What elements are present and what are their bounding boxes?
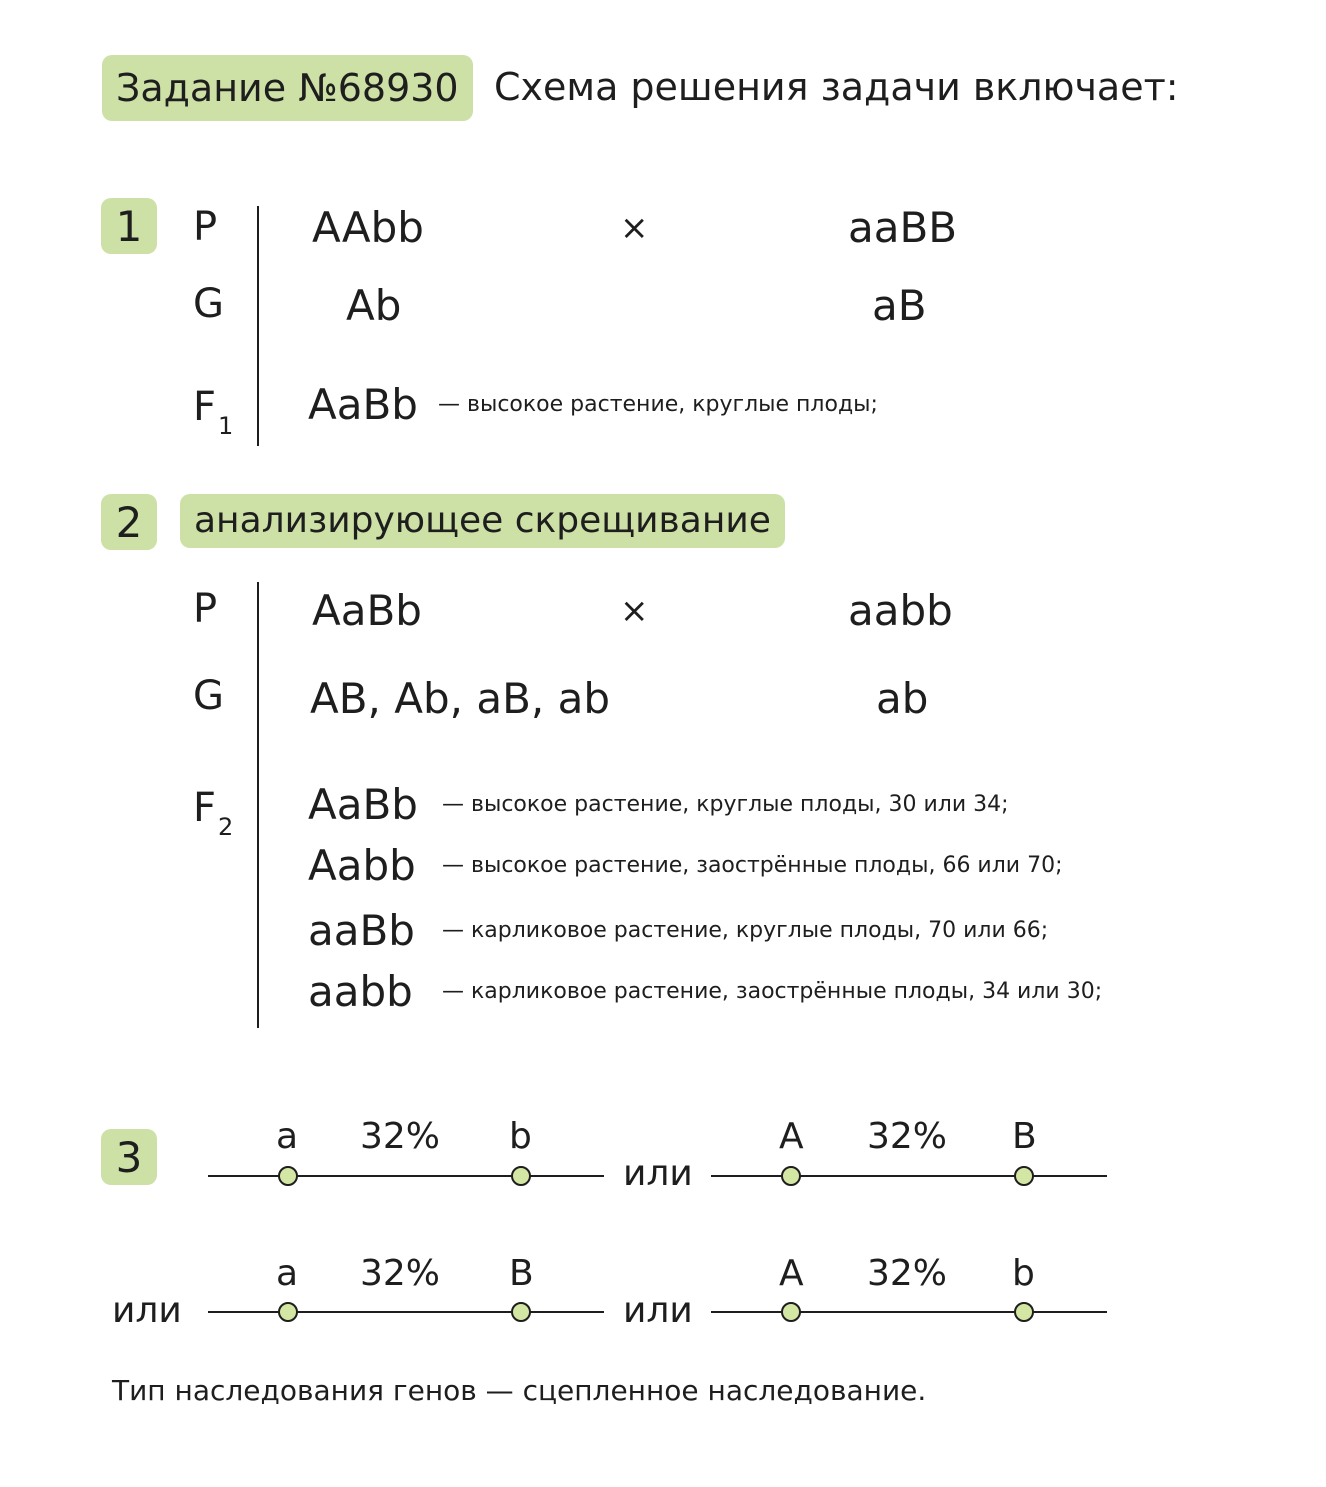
step-1-badge bbox=[101, 198, 157, 254]
chromosome-3-distance: 32% bbox=[360, 1253, 441, 1294]
chromosome-4-distance: 32% bbox=[867, 1253, 948, 1294]
s1-f1-description: — высокое растение, круглые плоды; bbox=[438, 392, 878, 417]
locus-dot bbox=[782, 1303, 800, 1321]
s2-g-label: G bbox=[193, 673, 224, 719]
section-2-title: анализирующее скрещивание bbox=[194, 500, 771, 541]
s2-gametes-2: ab bbox=[876, 674, 929, 723]
chromosome-2-right-allele: B bbox=[1012, 1116, 1037, 1157]
step-2-badge bbox=[101, 494, 157, 550]
chromosome-4-right-allele: b bbox=[1012, 1253, 1035, 1294]
offspring-genotype: aabb bbox=[308, 967, 413, 1016]
s2-gametes-1: AB, Ab, aB, ab bbox=[310, 674, 610, 723]
offspring-description: — карликовое растение, круглые плоды, 70 или 66; bbox=[442, 918, 1049, 943]
locus-dot bbox=[1015, 1303, 1033, 1321]
chromosome-1-line bbox=[208, 1164, 608, 1188]
chromosome-2-distance: 32% bbox=[867, 1116, 948, 1157]
chromosome-2-left-allele: A bbox=[779, 1116, 804, 1157]
chromosome-4-left-allele: A bbox=[779, 1253, 804, 1294]
task-number-badge bbox=[102, 55, 473, 121]
section-2-divider bbox=[257, 582, 259, 1028]
offspring-genotype: AaBb bbox=[308, 780, 418, 829]
s1-g-label: G bbox=[193, 281, 224, 327]
or-label: или bbox=[623, 1290, 693, 1331]
s2-parent-1: AaBb bbox=[312, 586, 422, 635]
s1-f1-label: $F_1$ bbox=[193, 384, 234, 440]
chromosome-1-right-allele: b bbox=[509, 1116, 532, 1157]
step-3-number: 3 bbox=[115, 1132, 143, 1182]
chromosome-3-right-allele: B bbox=[509, 1253, 534, 1294]
inheritance-type-conclusion: Тип наследования генов — сцепленное наследование. bbox=[112, 1374, 927, 1407]
chromosome-4-line bbox=[711, 1300, 1111, 1324]
offspring-genotype: Aabb bbox=[308, 841, 416, 890]
locus-dot bbox=[512, 1167, 530, 1185]
chromosome-3-line bbox=[208, 1300, 608, 1324]
chromosome-3-left-allele: a bbox=[276, 1253, 299, 1294]
section-1-divider bbox=[257, 206, 259, 446]
locus-dot bbox=[279, 1303, 297, 1321]
offspring-genotype: aaBb bbox=[308, 906, 415, 955]
step-2-number: 2 bbox=[115, 497, 143, 547]
chromosome-1-left-allele: a bbox=[276, 1116, 299, 1157]
locus-dot bbox=[1015, 1167, 1033, 1185]
or-label: или bbox=[112, 1290, 182, 1331]
s1-gamete-1: Ab bbox=[346, 281, 402, 330]
locus-dot bbox=[279, 1167, 297, 1185]
section-2-title-badge bbox=[180, 494, 785, 548]
locus-dot bbox=[782, 1167, 800, 1185]
step-3-badge bbox=[101, 1129, 157, 1185]
s1-gamete-2: aB bbox=[872, 281, 927, 330]
s1-parent-1: AAbb bbox=[312, 203, 424, 252]
page-title: Схема решения задачи включает: bbox=[494, 65, 1179, 109]
offspring-description: — карликовое растение, заострённые плоды, 34 или 30; bbox=[442, 979, 1103, 1004]
task-number: Задание №68930 bbox=[116, 66, 459, 110]
s2-parent-2: aabb bbox=[848, 586, 953, 635]
step-1-number: 1 bbox=[115, 201, 143, 251]
s1-cross-sign: × bbox=[620, 208, 649, 248]
offspring-description: — высокое растение, заострённые плоды, 66 или 70; bbox=[442, 853, 1063, 878]
locus-dot bbox=[512, 1303, 530, 1321]
s2-cross-sign: × bbox=[620, 591, 649, 631]
s1-p-label: P bbox=[193, 204, 218, 250]
s1-parent-2: aaBB bbox=[848, 203, 958, 252]
chromosome-2-line bbox=[711, 1164, 1111, 1188]
s1-f1-genotype: AaBb bbox=[308, 380, 418, 429]
s2-p-label: P bbox=[193, 586, 218, 632]
s2-f2-label: $F_2$ bbox=[193, 785, 234, 841]
or-label: или bbox=[623, 1153, 693, 1194]
chromosome-1-distance: 32% bbox=[360, 1116, 441, 1157]
offspring-description: — высокое растение, круглые плоды, 30 или 34; bbox=[442, 792, 1009, 817]
